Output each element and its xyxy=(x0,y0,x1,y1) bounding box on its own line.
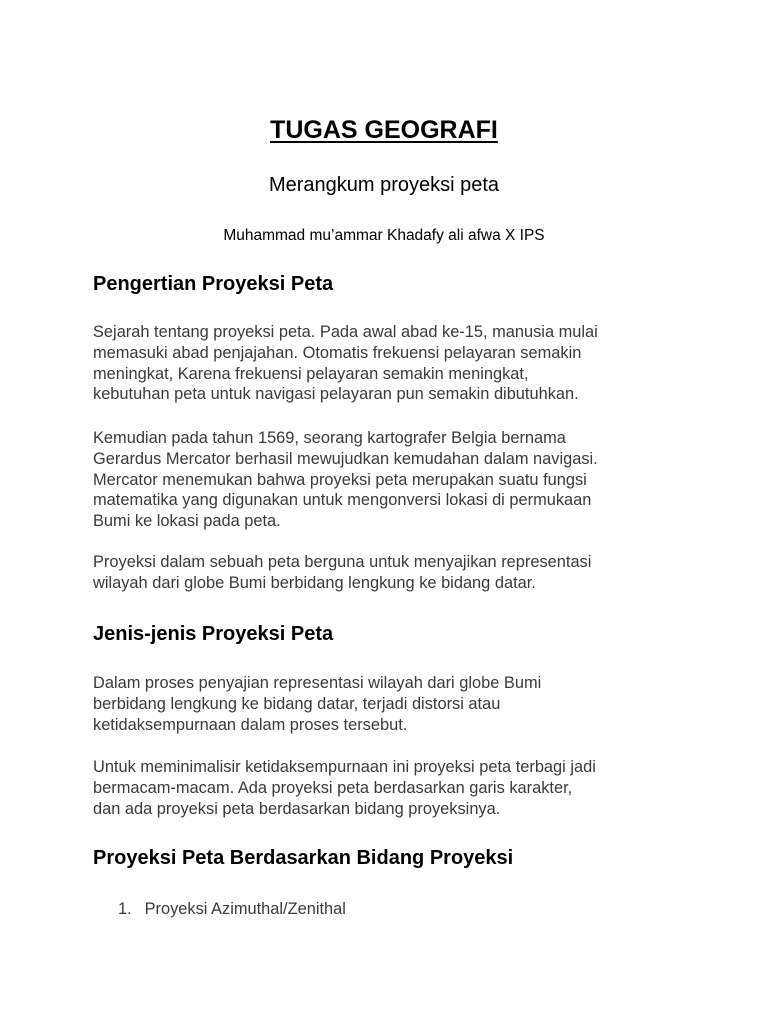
section-heading-bidang-proyeksi: Proyeksi Peta Berdasarkan Bidang Proyeksi xyxy=(93,847,514,869)
paragraph-line: kebutuhan peta untuk navigasi pelayaran pun semakin dibutuhkan. xyxy=(93,385,579,404)
paragraph-mercator xyxy=(93,428,693,532)
section-heading-pengertian: Pengertian Proyeksi Peta xyxy=(93,273,334,295)
author-line: Muhammad mu’ammar Khadafy ali afwa X IPS xyxy=(223,227,545,244)
paragraph-line: dan ada proyeksi peta berdasarkan bidang proyeksinya. xyxy=(93,799,501,818)
paragraph-line: Bumi ke lokasi pada peta. xyxy=(93,512,281,531)
section-heading-jenis: Jenis-jenis Proyeksi Peta xyxy=(93,623,334,645)
paragraph-proyeksi-guna xyxy=(93,552,693,594)
list-item xyxy=(118,898,346,920)
paragraph-line: memasuki abad penjajahan. Otomatis frekuensi pelayaran semakin xyxy=(93,343,582,362)
list-item-number: 1. xyxy=(118,900,132,918)
paragraph-line: Proyeksi dalam sebuah peta berguna untuk menyajikan representasi xyxy=(93,553,592,571)
paragraph-sejarah xyxy=(93,322,693,405)
paragraph-line: Sejarah tentang proyeksi peta. Pada awal abad ke-15, manusia mulai xyxy=(93,323,598,341)
list-item-text: Proyeksi Azimuthal/Zenithal xyxy=(144,900,346,918)
paragraph-distorsi xyxy=(93,673,693,735)
paragraph-line: Dalam proses penyajian representasi wilayah dari globe Bumi xyxy=(93,674,542,692)
paragraph-minimalisir xyxy=(93,757,693,819)
paragraph-line: matematika yang digunakan untuk mengonversi lokasi di permukaan xyxy=(93,491,592,510)
paragraph-line: ketidaksempurnaan dalam proses tersebut. xyxy=(93,715,408,734)
document-subtitle: Merangkum proyeksi peta xyxy=(268,174,500,196)
paragraph-line: Mercator menemukan bahwa proyeksi peta merupakan suatu fungsi xyxy=(93,470,587,489)
document-title: TUGAS GEOGRAFI xyxy=(270,116,498,144)
paragraph-line: bermacam-macam. Ada proyeksi peta berdasarkan garis karakter, xyxy=(93,778,573,797)
paragraph-line: Kemudian pada tahun 1569, seorang kartografer Belgia bernama xyxy=(93,429,566,447)
paragraph-line: wilayah dari globe Bumi berbidang lengkung ke bidang datar. xyxy=(93,573,536,592)
paragraph-line: meningkat, Karena frekuensi pelayaran semakin meningkat, xyxy=(93,364,529,383)
paragraph-line: Untuk meminimalisir ketidaksempurnaan ini proyeksi peta terbagi jadi xyxy=(93,758,596,776)
paragraph-line: Gerardus Mercator berhasil mewujudkan kemudahan dalam navigasi. xyxy=(93,449,598,468)
paragraph-line: berbidang lengkung ke bidang datar, terjadi distorsi atau xyxy=(93,694,501,713)
